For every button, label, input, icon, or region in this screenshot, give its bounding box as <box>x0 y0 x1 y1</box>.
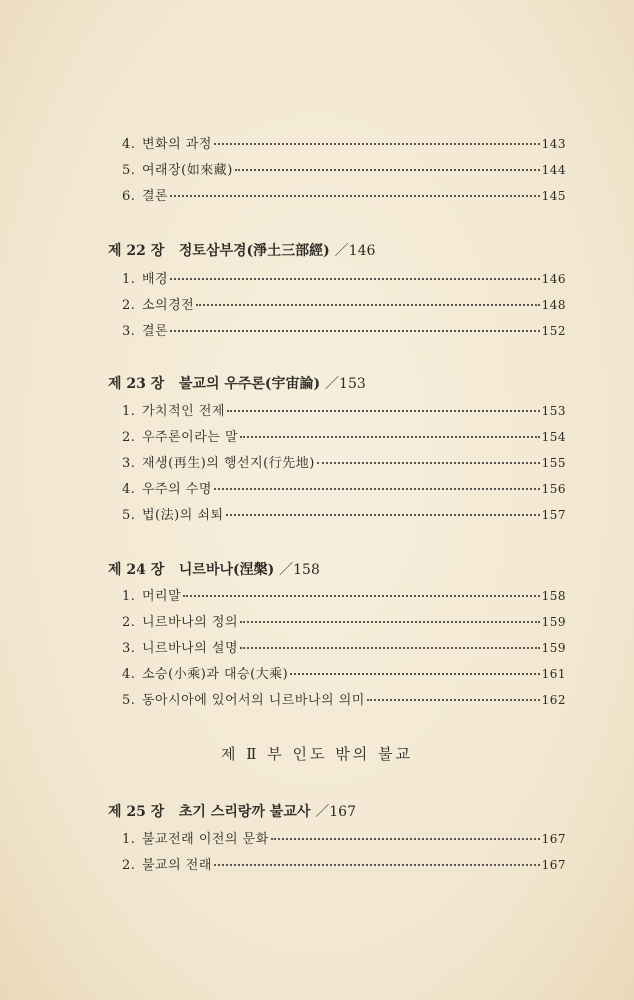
part-heading[interactable]: 제 Ⅱ 부 인도 밖의 불교 <box>221 745 413 763</box>
entry-page: 144 <box>541 163 566 177</box>
toc-entry[interactable] <box>122 185 566 205</box>
entry-number: 4. <box>122 667 136 682</box>
entry-page: 155 <box>541 456 566 470</box>
entry-title: 불교전래 이전의 문화 <box>142 832 269 847</box>
entry-page: 158 <box>541 589 566 603</box>
toc-entry[interactable] <box>122 294 566 314</box>
toc-entry[interactable] <box>122 478 566 498</box>
toc-entry[interactable] <box>122 611 566 631</box>
entry-title: 우주론이라는 말 <box>142 430 239 445</box>
leader-dots <box>227 400 540 412</box>
entry-number: 1. <box>122 832 136 847</box>
leader-dots <box>240 426 540 438</box>
leader-dots <box>214 133 540 145</box>
leader-dots <box>317 452 540 464</box>
toc-entry[interactable] <box>122 452 566 472</box>
entry-page: 156 <box>541 482 566 496</box>
entry-title: 여래장(如來藏) <box>142 163 233 178</box>
entry-title: 니르바나의 설명 <box>142 641 239 656</box>
leader-dots <box>240 637 540 649</box>
chapter-page: ／167 <box>315 804 356 820</box>
entry-number: 2. <box>122 615 136 630</box>
entry-title: 머리말 <box>142 589 182 604</box>
entry-title: 불교의 전래 <box>142 858 212 873</box>
leader-dots <box>226 504 540 516</box>
leader-dots <box>170 185 539 197</box>
toc-entry[interactable] <box>122 585 566 605</box>
entry-title: 우주의 수명 <box>142 482 212 497</box>
leader-dots <box>183 585 539 597</box>
toc-entry[interactable] <box>122 320 566 340</box>
chapter-label: 제 22 장 <box>108 243 165 259</box>
chapter-title: 정토삼부경(淨土三部經) <box>178 243 330 259</box>
leader-dots <box>235 159 540 171</box>
entry-number: 4. <box>122 482 136 497</box>
entry-page: 161 <box>541 667 566 681</box>
entry-number: 3. <box>122 641 136 656</box>
entry-number: 3. <box>122 456 136 471</box>
entry-title: 결론 <box>142 324 169 339</box>
entry-title: 소의경전 <box>142 298 195 313</box>
entry-title: 가치적인 전제 <box>142 404 225 419</box>
entry-title: 니르바나의 정의 <box>142 615 239 630</box>
entry-page: 162 <box>541 693 566 707</box>
entry-title: 동아시아에 있어서의 니르바나의 의미 <box>142 693 365 708</box>
chapter-title: 초기 스리랑까 불교사 <box>178 804 311 820</box>
entry-page: 145 <box>541 189 566 203</box>
entry-title: 소승(小乘)과 대승(大乘) <box>142 667 289 682</box>
entry-number: 1. <box>122 272 136 287</box>
entry-page: 153 <box>541 404 566 418</box>
chapter-label: 제 23 장 <box>108 376 165 392</box>
entry-title: 결론 <box>142 189 169 204</box>
chapter-page: ／158 <box>279 562 320 578</box>
leader-dots <box>196 294 539 306</box>
entry-title: 배경 <box>142 272 169 287</box>
toc-entry[interactable] <box>122 663 566 683</box>
entry-page: 167 <box>541 832 566 846</box>
leader-dots <box>214 478 540 490</box>
leader-dots <box>170 268 539 280</box>
toc-entry[interactable] <box>122 828 566 848</box>
chapter-label: 제 25 장 <box>108 804 165 820</box>
chapter-heading[interactable] <box>108 801 356 823</box>
leader-dots <box>170 320 539 332</box>
entry-number: 5. <box>122 508 136 523</box>
chapter-page: ／153 <box>325 376 366 392</box>
entry-title: 재생(再生)의 행선지(行先地) <box>142 456 315 471</box>
chapter-title: 불교의 우주론(宇宙論) <box>178 376 321 392</box>
toc-entry[interactable] <box>122 504 566 524</box>
toc-entry[interactable] <box>122 159 566 179</box>
toc-entry[interactable] <box>122 400 566 420</box>
leader-dots <box>290 663 539 675</box>
entry-number: 2. <box>122 298 136 313</box>
entry-page: 143 <box>541 137 566 151</box>
entry-page: 157 <box>541 508 566 522</box>
toc-entry[interactable] <box>122 637 566 657</box>
entry-number: 4. <box>122 137 136 152</box>
entry-number: 1. <box>122 404 136 419</box>
entry-page: 148 <box>541 298 566 312</box>
entry-number: 2. <box>122 430 136 445</box>
entry-page: 167 <box>541 858 566 872</box>
toc-entry[interactable] <box>122 268 566 288</box>
chapter-heading[interactable] <box>108 559 320 581</box>
entry-page: 154 <box>541 430 566 444</box>
leader-dots <box>367 689 540 701</box>
entry-number: 5. <box>122 163 136 178</box>
chapter-label: 제 24 장 <box>108 562 165 578</box>
entry-title: 법(法)의 쇠퇴 <box>142 508 224 523</box>
toc-entry[interactable] <box>122 854 566 874</box>
chapter-title: 니르바나(涅槃) <box>178 562 275 578</box>
entry-number: 5. <box>122 693 136 708</box>
entry-number: 3. <box>122 324 136 339</box>
leader-dots <box>240 611 540 623</box>
leader-dots <box>271 828 540 840</box>
entry-page: 146 <box>541 272 566 286</box>
toc-entry[interactable] <box>122 426 566 446</box>
chapter-page: ／146 <box>334 243 376 259</box>
entry-page: 152 <box>541 324 566 338</box>
entry-number: 6. <box>122 189 136 204</box>
entry-page: 159 <box>541 641 566 655</box>
entry-title: 변화의 과정 <box>142 137 212 152</box>
toc-entry[interactable] <box>122 133 566 153</box>
entry-number: 1. <box>122 589 136 604</box>
entry-page: 159 <box>541 615 566 629</box>
leader-dots <box>214 854 540 866</box>
toc-entry[interactable] <box>122 689 566 709</box>
chapter-heading[interactable] <box>108 240 375 262</box>
entry-number: 2. <box>122 858 136 873</box>
chapter-heading[interactable] <box>108 373 366 395</box>
